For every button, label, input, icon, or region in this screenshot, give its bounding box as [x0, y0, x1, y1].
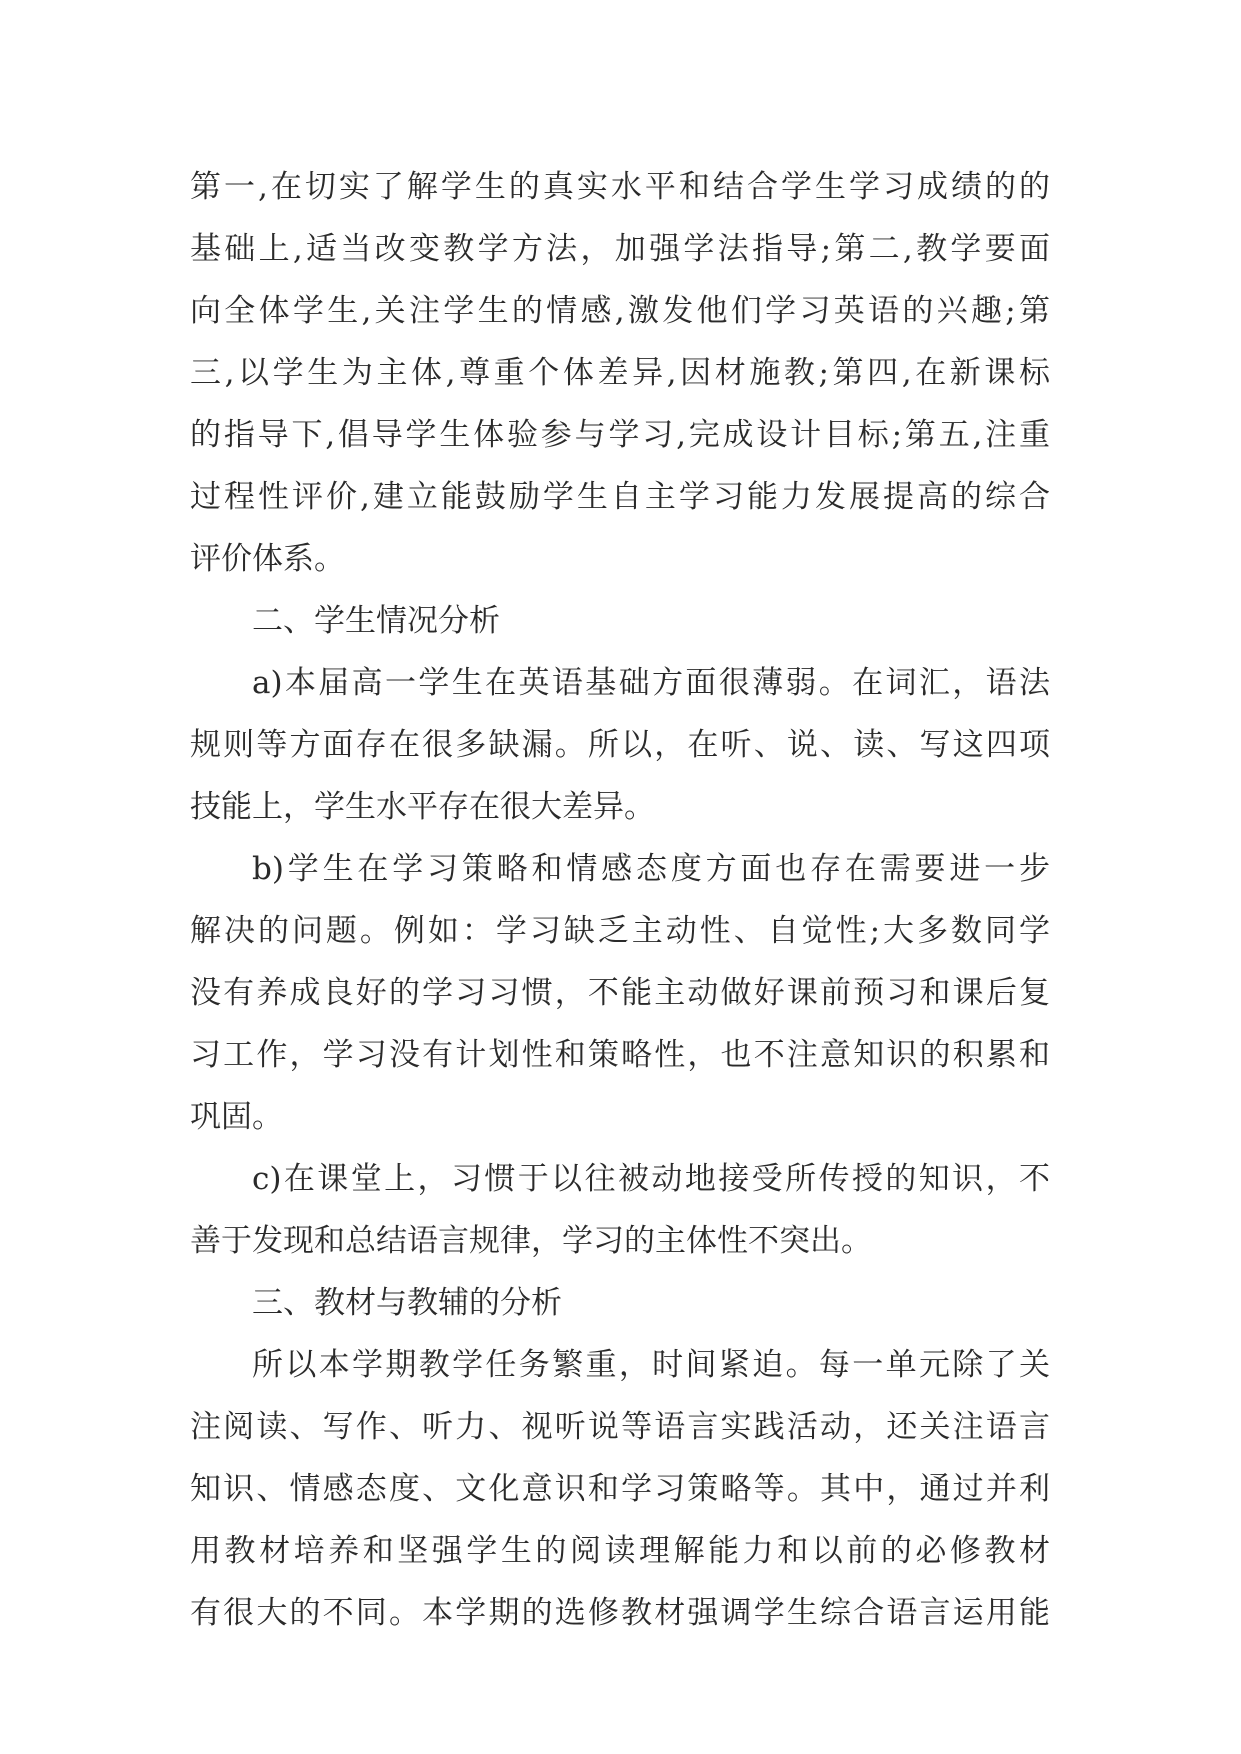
text-line: 基础上,适当改变教学方法，加强学法指导;第二,教学要面 [190, 231, 1050, 267]
text-line: 习工作，学习没有计划性和策略性，也不注意知识的积累和 [190, 1037, 1050, 1073]
text-line: 用教材培养和坚强学生的阅读理解能力和以前的必修教材 [190, 1533, 1050, 1569]
text-line: 解决的问题。例如：学习缺乏主动性、自觉性;大多数同学 [190, 913, 1050, 949]
text-line: 过程性评价,建立能鼓励学生自主学习能力发展提高的综合 [190, 479, 1050, 515]
text-line: 知识、情感态度、文化意识和学习策略等。其中，通过并利 [190, 1471, 1050, 1507]
text-line: 善于发现和总结语言规律，学习的主体性不突出。 [190, 1223, 872, 1259]
text-line: 三,以学生为主体,尊重个体差异,因材施教;第四,在新课标 [190, 355, 1050, 391]
text-line: 注阅读、写作、听力、视听说等语言实践活动，还关注语言 [190, 1409, 1050, 1445]
paragraph-goals-continued [190, 156, 1050, 590]
text-line: a)本届高一学生在英语基础方面很薄弱。在词汇，语法 [252, 665, 1050, 701]
paragraph-textbook [190, 1334, 1050, 1644]
text-line: b)学生在学习策略和情感态度方面也存在需要进一步 [252, 851, 1050, 887]
text-line: 规则等方面存在很多缺漏。所以，在听、说、读、写这四项 [190, 727, 1050, 763]
text-line: 技能上，学生水平存在很大差异。 [190, 789, 655, 825]
text-line: c)在课堂上，习惯于以往被动地接受所传授的知识，不 [252, 1161, 1050, 1197]
paragraph-item-c [190, 1148, 1050, 1272]
text-line: 向全体学生,关注学生的情感,激发他们学习英语的兴趣;第 [190, 293, 1050, 329]
section-heading-textbook-analysis: 三、教材与教辅的分析 [252, 1285, 562, 1321]
section-heading-student-analysis: 二、学生情况分析 [252, 603, 500, 639]
text-line: 没有养成良好的学习习惯，不能主动做好课前预习和课后复 [190, 975, 1050, 1011]
text-line: 巩固。 [190, 1099, 283, 1135]
paragraph-item-b [190, 838, 1050, 1148]
text-line: 的指导下,倡导学生体验参与学习,完成设计目标;第五,注重 [190, 417, 1050, 453]
document-body [190, 156, 1050, 1644]
text-line: 评价体系。 [190, 541, 345, 577]
paragraph-item-a [190, 652, 1050, 838]
text-line: 有很大的不同。本学期的选修教材强调学生综合语言运用能 [190, 1595, 1050, 1631]
text-line: 第一,在切实了解学生的真实水平和结合学生学习成绩的的 [190, 169, 1050, 205]
text-line: 所以本学期教学任务繁重，时间紧迫。每一单元除了关 [252, 1347, 1050, 1383]
